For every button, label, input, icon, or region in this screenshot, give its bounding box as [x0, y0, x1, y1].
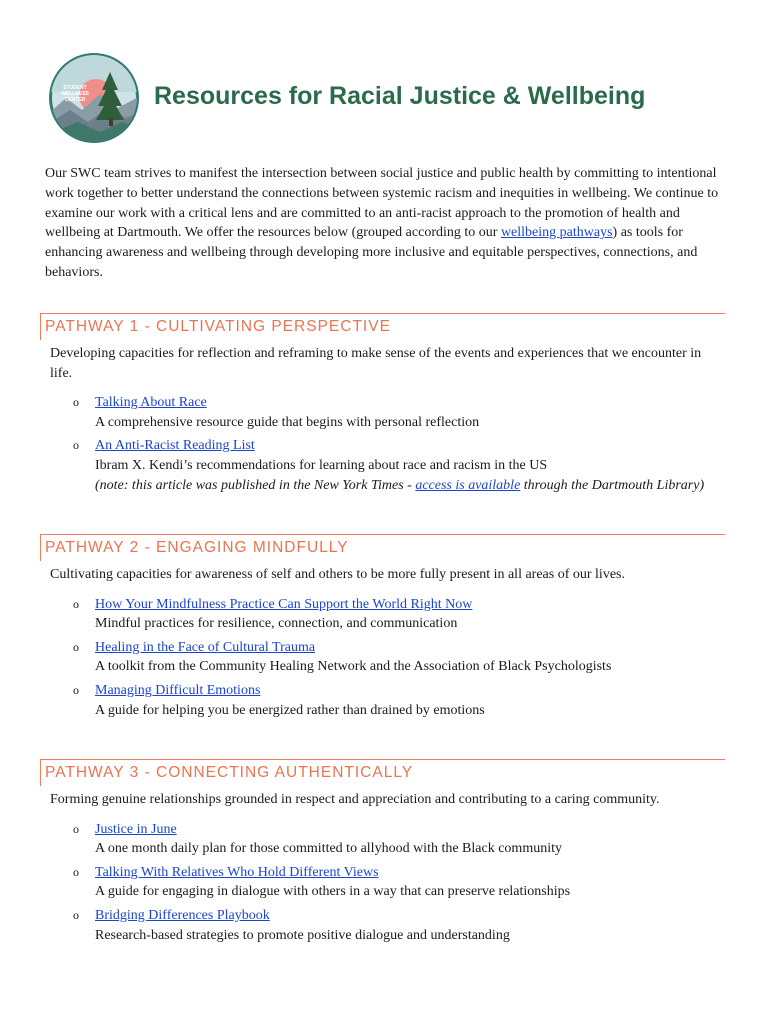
pathway-2-resource-list [40, 595, 725, 721]
list-item [40, 638, 725, 677]
page-title: Resources for Racial Justice & Wellbeing [154, 82, 646, 110]
pathway-2-heading: PATHWAY 2 - ENGAGING MINDFULLY [40, 534, 725, 561]
access-is-available-link[interactable]: access is available [415, 477, 521, 493]
list-item [40, 820, 725, 859]
pathway-1-section [40, 313, 725, 499]
resource-description: A comprehensive resource guide that begins with personal reflection [95, 414, 480, 430]
note-text-before: (note: this article was published in the New York Times - [95, 477, 416, 493]
intro-text-before: Our SWC team strives to manifest the intersection between social justice and public health by committing to intentional work together to better understand the connections between systemic racism and inequities in wellbeing. We continue to examine our work with a critical lens and are committed to an anti-racist approach to the promotion of health and wellbeing at Dartmouth. We offer the resources below (grouped according to our [45, 166, 719, 241]
bullet-icon: o [73, 682, 79, 697]
pathway-1-resource-list [40, 393, 725, 495]
bullet-icon: o [73, 438, 79, 453]
resource-description: Ibram X. Kendi’s recommendations for learning about race and racism in the US [95, 457, 548, 473]
list-item [40, 393, 725, 432]
pathway-3-description: Forming genuine relationships grounded in respect and appreciation and contributing to a caring community. [50, 792, 660, 807]
resource-description: A toolkit from the Community Healing Network and the Association of Black Psychologists [95, 659, 612, 675]
talking-about-race-link[interactable]: Talking About Race [95, 395, 207, 411]
managing-difficult-emotions-link[interactable]: Managing Difficult Emotions [95, 682, 261, 698]
bullet-icon: o [73, 864, 79, 879]
pathway-3-section [40, 759, 725, 949]
intro-paragraph [45, 164, 725, 283]
bullet-icon: o [73, 639, 79, 654]
list-item [40, 681, 725, 720]
logo-text-line-2: WELLNESS [61, 91, 89, 97]
bridging-differences-playbook-link[interactable]: Bridging Differences Playbook [95, 907, 270, 923]
resource-description: Mindful practices for resilience, connection, and communication [95, 616, 458, 632]
note-text-after: through the Dartmouth Library) [520, 477, 705, 493]
pathway-2-section [40, 534, 725, 724]
wellbeing-pathways-link[interactable]: wellbeing pathways [500, 225, 613, 241]
logo-text-line-3: CENTER [64, 97, 86, 103]
pathway-1-heading: PATHWAY 1 - CULTIVATING PERSPECTIVE [40, 313, 725, 340]
pathway-2-description: Cultivating capacities for awareness of self and others to be more fully present in all areas of our lives. [50, 567, 625, 582]
student-wellness-center-logo [48, 52, 140, 144]
pathway-3-heading: PATHWAY 3 - CONNECTING AUTHENTICALLY [40, 759, 725, 786]
resource-description: A guide for engaging in dialogue with others in a way that can preserve relationships [95, 884, 571, 900]
justice-in-june-link[interactable]: Justice in June [95, 821, 177, 837]
resource-note [95, 478, 704, 493]
list-item [40, 863, 725, 902]
pathway-3-resource-list [40, 820, 725, 946]
bullet-icon: o [73, 596, 79, 611]
anti-racist-reading-list-link[interactable]: An Anti-Racist Reading List [95, 438, 255, 454]
talking-with-relatives-link[interactable]: Talking With Relatives Who Hold Different Views [95, 864, 379, 880]
resource-description: Research-based strategies to promote positive dialogue and understanding [95, 927, 510, 943]
resource-description: A guide for helping you be energized rather than drained by emotions [95, 702, 485, 718]
intro-text-after: ) as tools for enhancing awareness and wellbeing through developing more inclusive and equitable perspectives, connections, and behaviors. [45, 225, 698, 280]
bullet-icon: o [73, 395, 79, 410]
list-item [40, 595, 725, 634]
pathway-1-description: Developing capacities for reflection and reframing to make sense of the events and experiences that we encounter in life. [50, 346, 702, 381]
page-header [48, 52, 728, 144]
healing-cultural-trauma-link[interactable]: Healing in the Face of Cultural Trauma [95, 639, 316, 655]
bullet-icon: o [73, 907, 79, 922]
list-item [40, 906, 725, 945]
mindfulness-practice-link[interactable]: How Your Mindfulness Practice Can Support the World Right Now [95, 596, 473, 612]
bullet-icon: o [73, 821, 79, 836]
list-item [40, 436, 725, 495]
resource-description: A one month daily plan for those committed to allyhood with the Black community [95, 841, 562, 857]
logo-text-line-1: STUDENT [63, 85, 87, 91]
